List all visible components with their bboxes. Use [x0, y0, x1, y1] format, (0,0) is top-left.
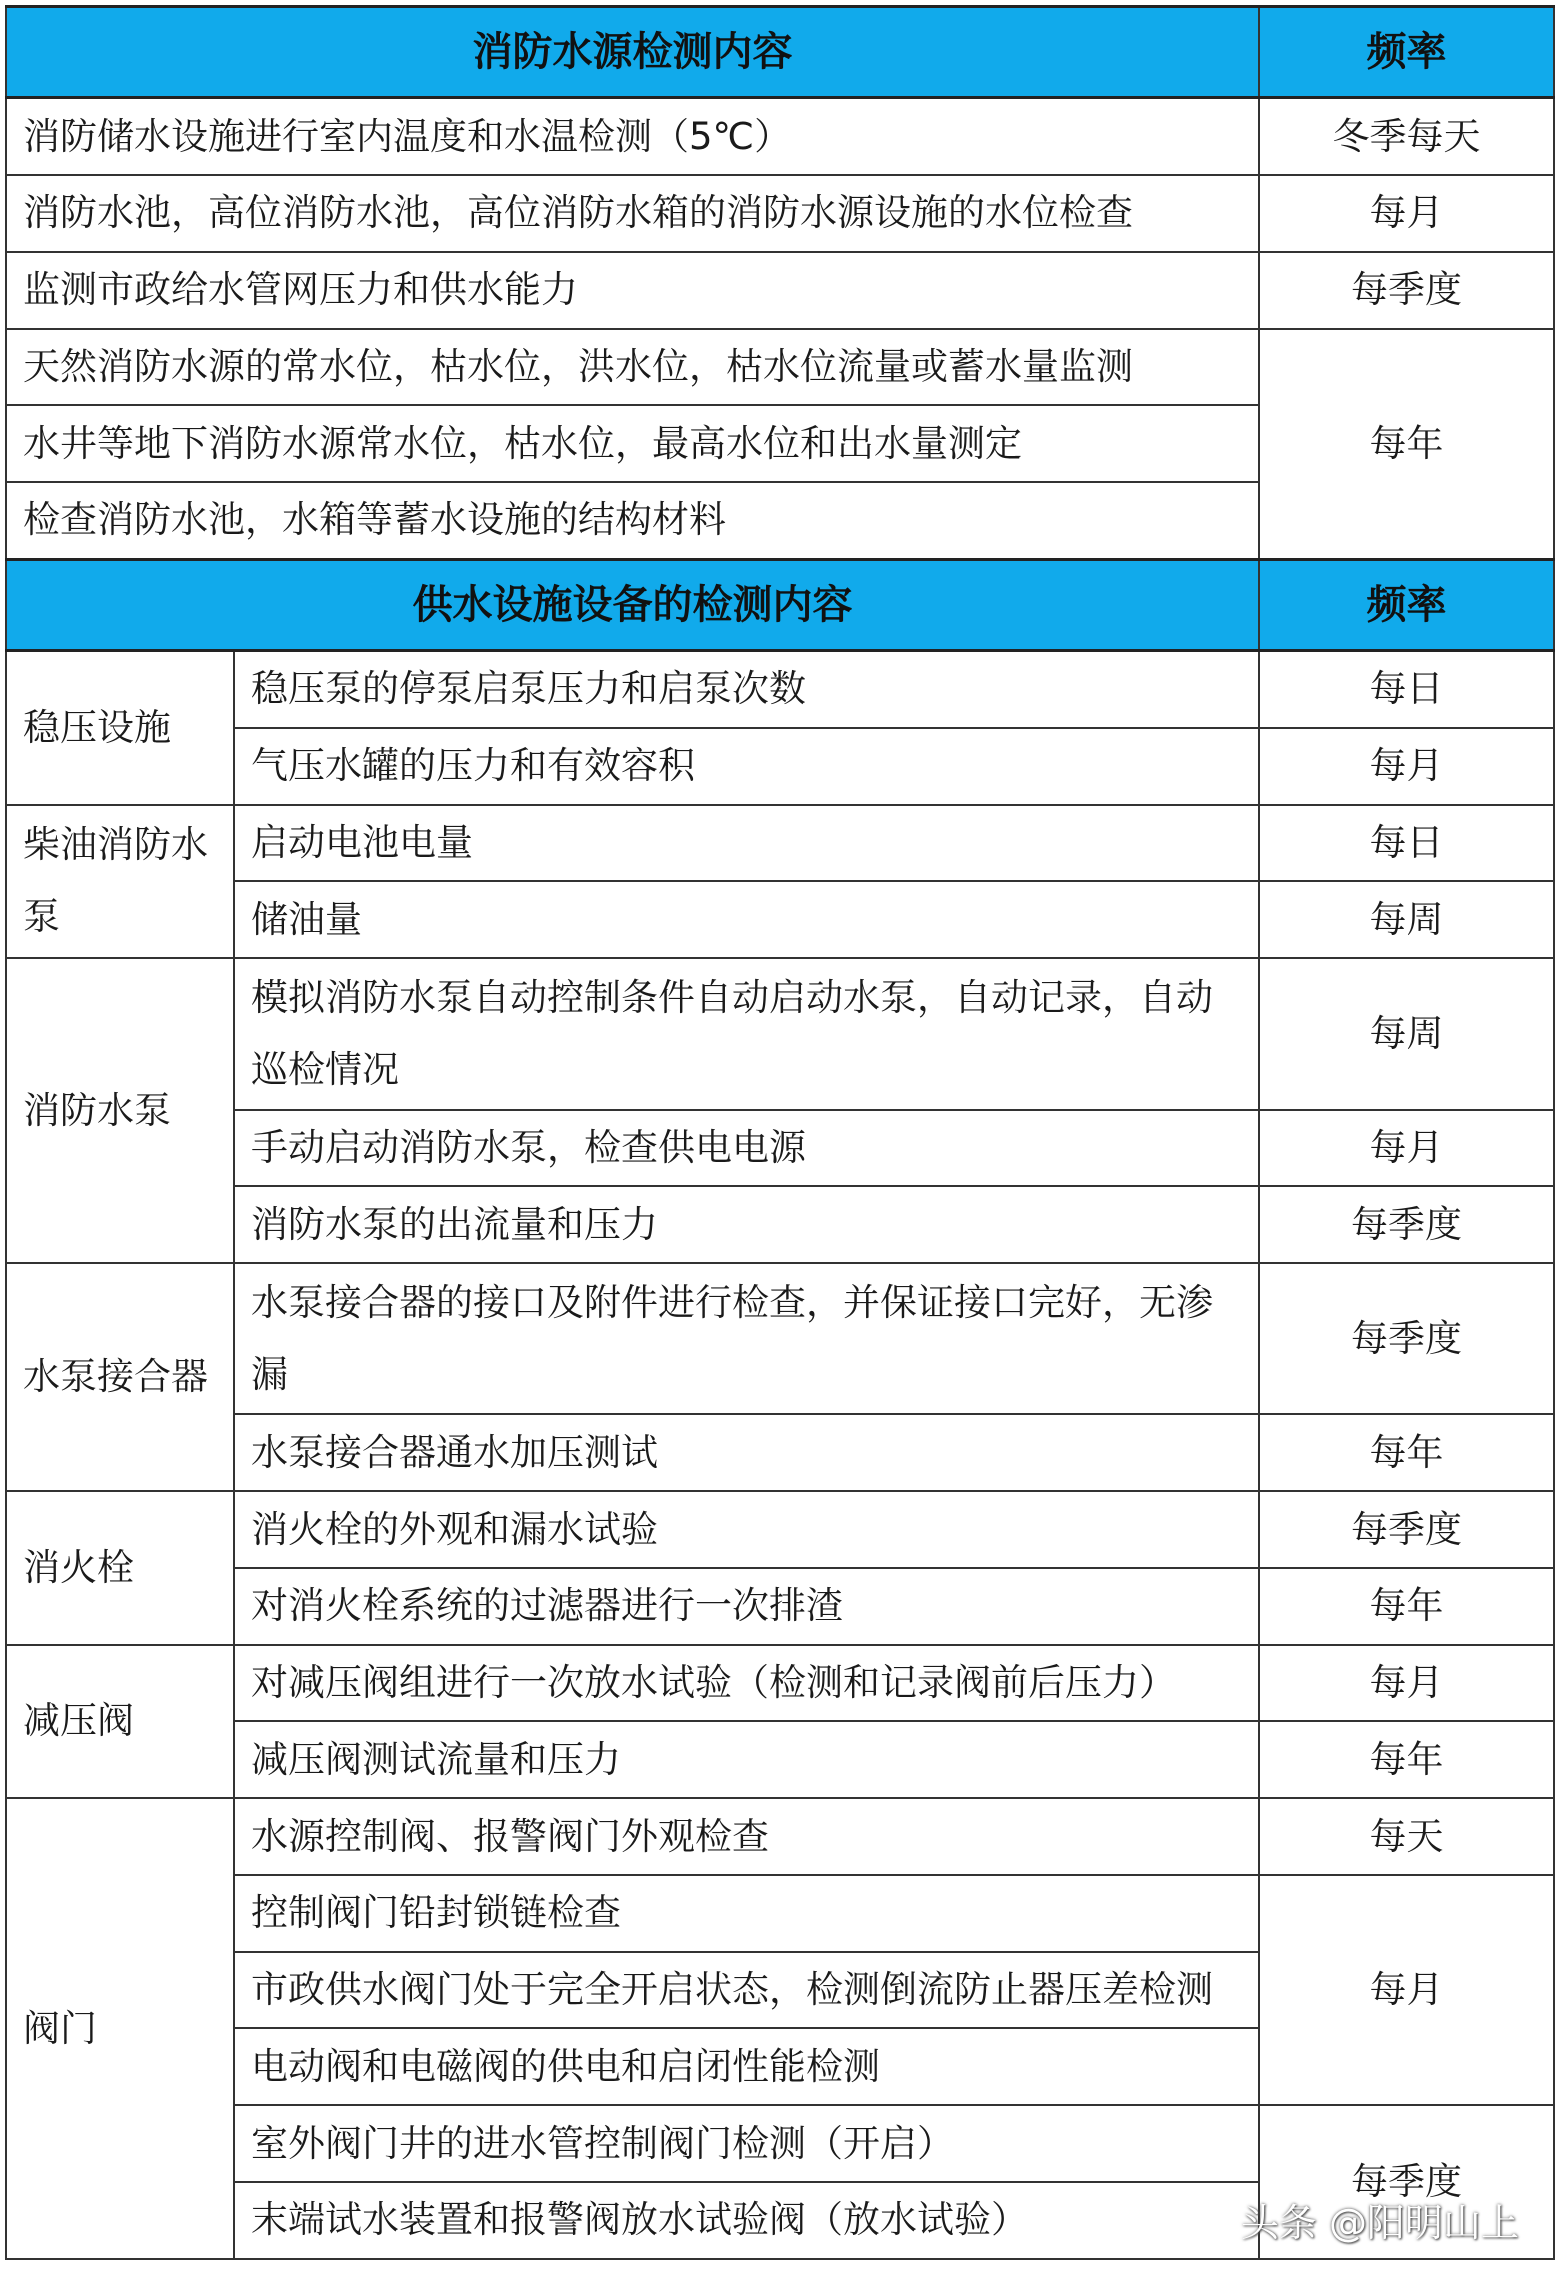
table-row — [6, 881, 1554, 958]
category-cell: 消防水泵 — [6, 958, 234, 1263]
row-content: 水泵接合器的接口及附件进行检查，并保证接口完好，无渗漏 — [234, 1263, 1259, 1414]
row-content: 对减压阀组进行一次放水试验（检测和记录阀前后压力） — [234, 1645, 1259, 1722]
row-content: 水井等地下消防水源常水位，枯水位，最高水位和出水量测定 — [6, 405, 1259, 482]
row-content: 末端试水装置和报警阀放水试验阀（放水试验） — [234, 2182, 1259, 2259]
row-freq: 每月 — [1259, 1110, 1554, 1187]
row-content: 模拟消防水泵自动控制条件自动启动水泵，自动记录，自动巡检情况 — [234, 958, 1259, 1109]
table-row — [6, 329, 1554, 406]
table-row — [6, 1568, 1554, 1645]
row-content: 市政供水阀门处于完全开启状态，检测倒流防止器压差检测 — [234, 1952, 1259, 2029]
row-content: 消防水池，高位消防水池，高位消防水箱的消防水源设施的水位检查 — [6, 175, 1259, 252]
row-freq: 每日 — [1259, 651, 1554, 728]
table-row — [6, 252, 1554, 329]
table-row — [6, 1263, 1554, 1414]
table-row — [6, 728, 1554, 805]
table-row — [6, 175, 1554, 252]
row-content: 控制阀门铅封锁链检查 — [234, 1875, 1259, 1952]
row-content: 消防储水设施进行室内温度和水温检测（5℃） — [6, 98, 1259, 175]
section1-header-row — [6, 7, 1554, 98]
row-content: 监测市政给水管网压力和供水能力 — [6, 252, 1259, 329]
row-freq: 每月 — [1259, 1875, 1554, 2105]
category-cell: 消火栓 — [6, 1491, 234, 1645]
row-content: 水泵接合器通水加压测试 — [234, 1414, 1259, 1491]
row-freq: 每周 — [1259, 958, 1554, 1109]
row-content: 储油量 — [234, 881, 1259, 958]
row-content: 稳压泵的停泵启泵压力和启泵次数 — [234, 651, 1259, 728]
section2-header-content: 供水设施设备的检测内容 — [6, 559, 1259, 650]
row-content: 水源控制阀、报警阀门外观检查 — [234, 1798, 1259, 1875]
row-freq: 每年 — [1259, 1568, 1554, 1645]
table-row — [6, 98, 1554, 175]
row-freq: 每月 — [1259, 175, 1554, 252]
row-content: 检查消防水池，水箱等蓄水设施的结构材料 — [6, 482, 1259, 559]
row-freq: 每季度 — [1259, 2105, 1554, 2259]
row-content: 启动电池电量 — [234, 805, 1259, 882]
row-freq: 每季度 — [1259, 252, 1554, 329]
table-row — [6, 2105, 1554, 2182]
row-content: 对消火栓系统的过滤器进行一次排渣 — [234, 1568, 1259, 1645]
category-cell: 水泵接合器 — [6, 1263, 234, 1491]
row-freq: 每年 — [1259, 329, 1554, 560]
table-row — [6, 1491, 1554, 1568]
row-freq: 每年 — [1259, 1414, 1554, 1491]
row-freq: 每月 — [1259, 728, 1554, 805]
table-row — [6, 1110, 1554, 1187]
row-freq: 每季度 — [1259, 1263, 1554, 1414]
table-row — [6, 1721, 1554, 1798]
row-content: 电动阀和电磁阀的供电和启闭性能检测 — [234, 2028, 1259, 2105]
section2-header-freq: 频率 — [1259, 559, 1554, 650]
table-row — [6, 1186, 1554, 1263]
row-freq: 每天 — [1259, 1798, 1554, 1875]
category-cell: 阀门 — [6, 1798, 234, 2259]
inspection-table — [5, 5, 1555, 2260]
table-row — [6, 1875, 1554, 1952]
table-row — [6, 651, 1554, 728]
row-content: 室外阀门井的进水管控制阀门检测（开启） — [234, 2105, 1259, 2182]
table-row — [6, 1798, 1554, 1875]
row-freq: 每年 — [1259, 1721, 1554, 1798]
section2-header-row — [6, 559, 1554, 650]
row-content: 天然消防水源的常水位，枯水位，洪水位，枯水位流量或蓄水量监测 — [6, 329, 1259, 406]
table-row — [6, 1645, 1554, 1722]
row-freq: 冬季每天 — [1259, 98, 1554, 175]
row-content: 消火栓的外观和漏水试验 — [234, 1491, 1259, 1568]
table-row — [6, 805, 1554, 882]
row-content: 手动启动消防水泵，检查供电电源 — [234, 1110, 1259, 1187]
section1-header-freq: 频率 — [1259, 7, 1554, 98]
section1-header-content: 消防水源检测内容 — [6, 7, 1259, 98]
row-freq: 每季度 — [1259, 1491, 1554, 1568]
watermark: 头条 @阳明山上 — [1240, 2201, 1519, 2245]
row-freq: 每周 — [1259, 881, 1554, 958]
category-cell: 减压阀 — [6, 1645, 234, 1799]
row-content: 减压阀测试流量和压力 — [234, 1721, 1259, 1798]
row-freq: 每月 — [1259, 1645, 1554, 1722]
category-cell: 稳压设施 — [6, 651, 234, 805]
table-row — [6, 958, 1554, 1109]
row-freq: 每季度 — [1259, 1186, 1554, 1263]
row-content: 气压水罐的压力和有效容积 — [234, 728, 1259, 805]
row-freq: 每日 — [1259, 805, 1554, 882]
table-row — [6, 1414, 1554, 1491]
category-cell: 柴油消防水泵 — [6, 805, 234, 959]
row-content: 消防水泵的出流量和压力 — [234, 1186, 1259, 1263]
